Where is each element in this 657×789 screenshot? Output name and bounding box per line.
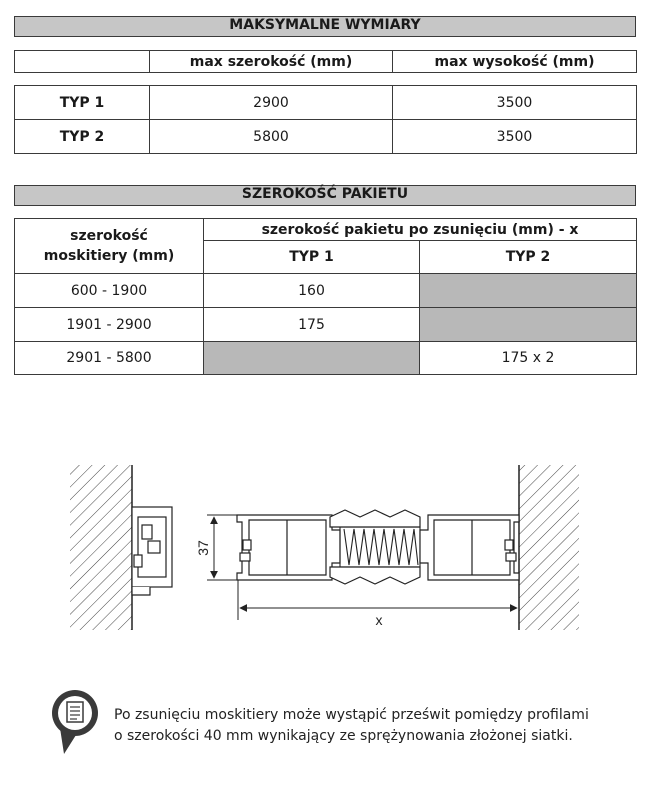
spring-mesh — [340, 527, 420, 567]
row-range: 600 - 1900 — [15, 274, 204, 308]
row-range: 1901 - 2900 — [15, 308, 204, 342]
table-row — [15, 120, 637, 154]
col-screen-width: szerokość moskitiery (mm) — [15, 219, 204, 274]
table-row — [15, 86, 637, 120]
left-frame-profile — [132, 507, 172, 595]
info-note-icon — [50, 688, 100, 758]
left-wall — [70, 465, 132, 630]
note-line-1: Po zsunięciu moskitiery może wystąpić prześwit pomiędzy profilami — [114, 707, 589, 723]
width-dimension-label: x — [375, 612, 383, 628]
table-row — [15, 274, 637, 308]
package-width-title: SZEROKOŚĆ PAKIETU — [14, 185, 636, 206]
note-line-2: o szerokości 40 mm wynikający ze sprężynowania złożonej siatki. — [114, 728, 573, 744]
row-typ2-na — [420, 274, 637, 308]
corner-cell — [15, 51, 150, 73]
col-package-width: szerokość pakietu po zsunięciu (mm) - x — [204, 219, 637, 241]
row-type: TYP 1 — [15, 86, 150, 120]
max-dimensions-header — [14, 50, 637, 73]
row-typ1: 160 — [204, 274, 420, 308]
note-text — [114, 705, 644, 747]
row-range: 2901 - 5800 — [15, 342, 204, 375]
profile-cross-section-drawing — [0, 455, 657, 640]
row-typ1: 175 — [204, 308, 420, 342]
row-max-height: 3500 — [393, 120, 637, 154]
height-dimension-label: 37 — [195, 540, 211, 556]
package-width-table — [14, 218, 637, 375]
row-max-height: 3500 — [393, 86, 637, 120]
max-dimensions-title: MAKSYMALNE WYMIARY — [14, 16, 636, 37]
profile-left — [237, 515, 340, 580]
table-row — [15, 308, 637, 342]
table-row — [15, 342, 637, 375]
row-typ2-na — [420, 308, 637, 342]
right-wall — [519, 465, 579, 630]
row-max-width: 2900 — [150, 86, 393, 120]
col-typ2: TYP 2 — [420, 241, 637, 274]
col-max-width: max szerokość (mm) — [150, 51, 393, 73]
col-typ1: TYP 1 — [204, 241, 420, 274]
row-typ2: 175 x 2 — [420, 342, 637, 375]
col-max-height: max wysokość (mm) — [393, 51, 637, 73]
row-max-width: 5800 — [150, 120, 393, 154]
row-type: TYP 2 — [15, 120, 150, 154]
row-typ1-na — [204, 342, 420, 375]
profile-right — [420, 515, 519, 580]
height-dimension — [207, 515, 240, 580]
max-dimensions-table — [14, 85, 637, 154]
